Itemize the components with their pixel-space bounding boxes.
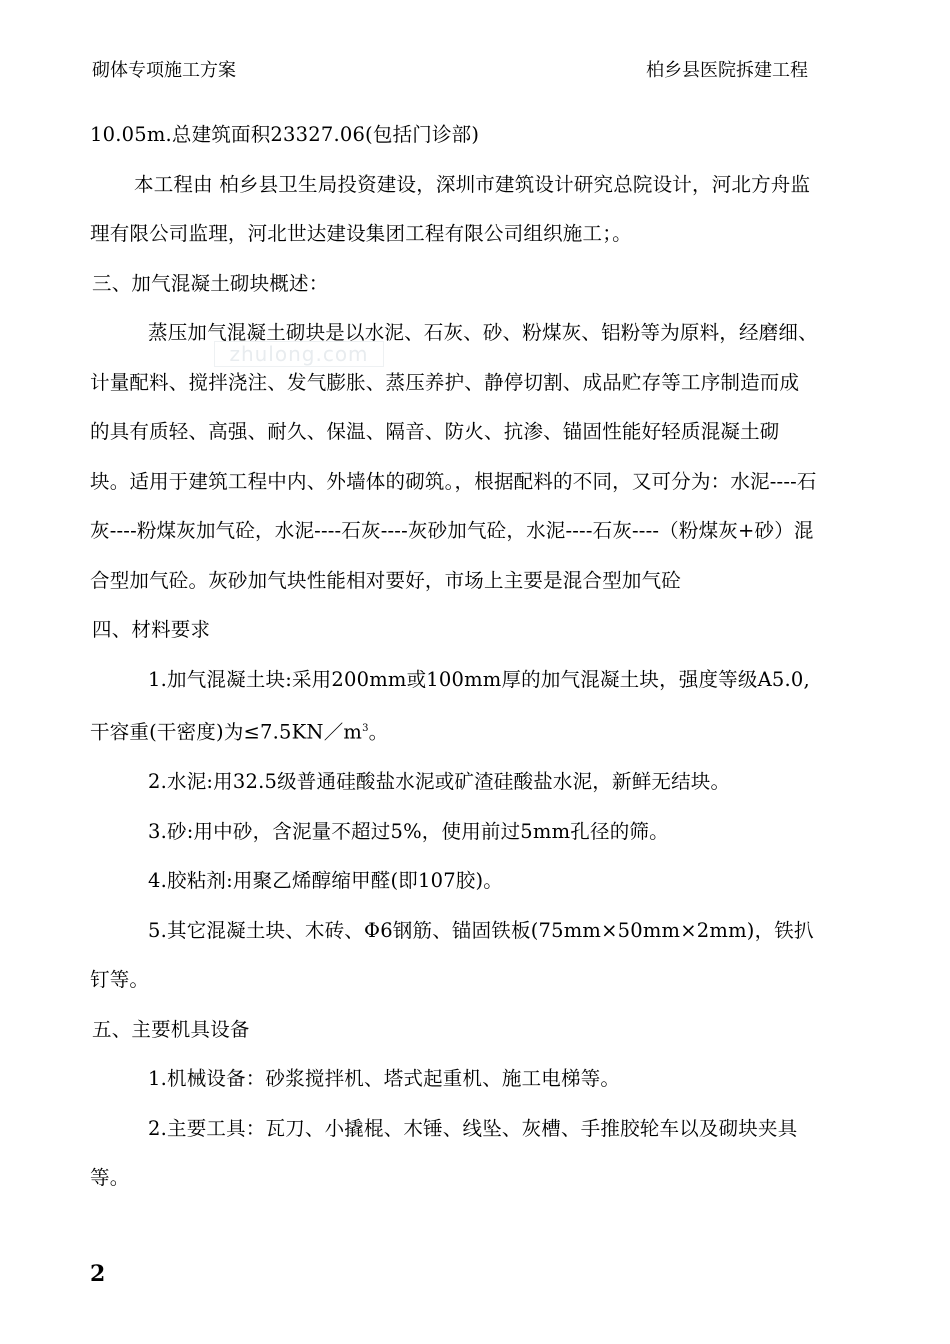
document-body <box>90 110 818 1203</box>
paragraph-material-2: 2.水泥:用32.5级普通硅酸盐水泥或矿渣硅酸盐水泥，新鲜无结块。 <box>148 770 731 793</box>
section-heading-5: 五、主要机具设备 <box>92 1017 250 1041</box>
header-project-name: 柏乡县医院拆建工程 <box>646 60 808 81</box>
header-document-title: 砌体专项施工方案 <box>92 60 236 81</box>
superscript-3: 3 <box>362 723 369 734</box>
paragraph-area: 10.05m.总建筑面积23327.06(包括门诊部) <box>90 123 480 146</box>
material-1-period: 。 <box>368 720 389 744</box>
material-1-text: 1.加气混凝土块:采用200mm或100mm厚的加气混凝土块，强度等级A5.0,干容重(干密度)为≤7.5KN／m <box>90 667 810 744</box>
paragraph-material-5: 5.其它混凝土块、木砖、Φ6钢筋、锚固铁板(75mm×50mm×2mm)，铁扒钉等。 <box>90 918 814 991</box>
watermark: zhulong.com <box>214 341 384 367</box>
paragraph-material-4: 4.胶粘剂:用聚乙烯醇缩甲醛(即107胶)。 <box>148 869 504 892</box>
page-number: 2 <box>90 1261 106 1287</box>
paragraph-material-1 <box>90 655 818 758</box>
section-heading-4: 四、材料要求 <box>92 618 211 641</box>
paragraph-block-overview: 蒸压加气混凝土砌块是以水泥、石灰、砂、粉煤灰、铝粉等为原料，经磨细、计量配料、搅拌浇注、发气膨胀、蒸压养护、静停切割、成品贮存等工序制造而成的具有质轻、高强、耐久、保温、隔音、防火、抗渗、锚固性能好轻质混凝土砌块。适用于建筑工程中内、外墙体的砌筑。，根据配料的不同，又可分为：水泥----石灰----粉煤灰加气砼，水泥----石灰----灰砂加气砼，水泥----石灰----（粉煤灰+砂）混合型加气砼。灰砂加气块性能相对要好，市场上主要是混合型加气砼 <box>90 321 818 592</box>
paragraph-material-3: 3.砂:用中砂，含泥量不超过5%，使用前过5mm孔径的筛。 <box>148 819 669 843</box>
paragraph-equipment-2: 2.主要工具：瓦刀、小撬棍、木锤、线坠、灰槽、手推胶轮车以及砌块夹具等。 <box>90 1116 798 1189</box>
paragraph-equipment-1: 1.机械设备：砂浆搅拌机、塔式起重机、施工电梯等。 <box>148 1067 621 1090</box>
section-heading-3: 三、加气混凝土砌块概述： <box>92 271 329 295</box>
paragraph-project-parties: 本工程由 柏乡县卫生局投资建设，深圳市建筑设计研究总院设计，河北方舟监理有限公司监理，河北世达建设集团工程有限公司组织施工；。 <box>90 172 811 245</box>
page-header <box>92 52 808 82</box>
